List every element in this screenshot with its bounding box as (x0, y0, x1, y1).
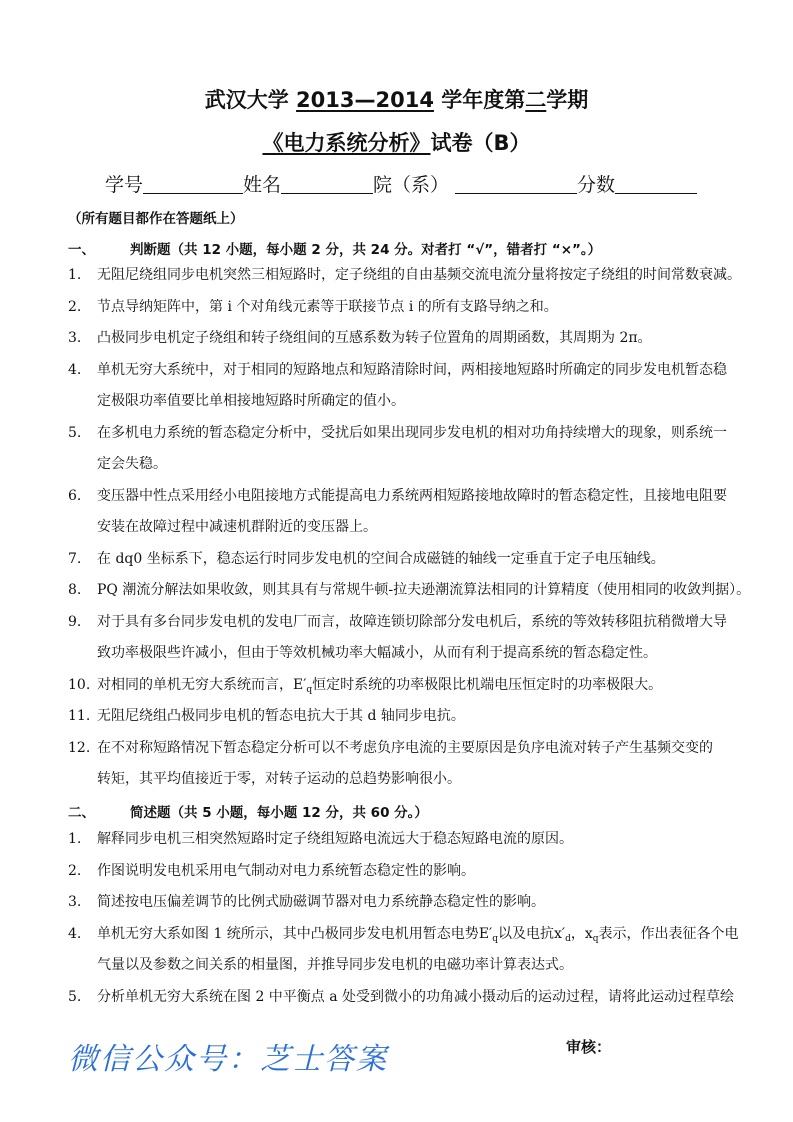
question-number: 3. (68, 330, 82, 346)
student-info-fields (105, 170, 697, 197)
question-line (68, 670, 738, 702)
section-number: 一、 (68, 242, 95, 258)
course-name: 《电力系统分析》 (262, 131, 431, 155)
question-line (68, 982, 738, 1014)
section-title: 简述题（共 5 小题，每小题 12 分，共 60 分。） (130, 805, 428, 821)
question-line (68, 701, 738, 733)
question-item (68, 824, 738, 856)
question-text: 变压器中性点采用经小电阻接地方式能提高电力系统两相短路接地故障时的暂态稳定性，且接地电阻要 (97, 487, 727, 504)
question-text: 在多机电力系统的暂态稳定分析中，受扰后如果出现同步发电机的相对功角持续增大的现象，则系统一 (97, 424, 727, 441)
question-text: 节点导纳矩阵中，第 i 个对角线元素等于联接节点 i 的所有支路导纳之和。 (97, 298, 558, 315)
title-post: 学期 (546, 88, 589, 112)
question-number: 10. (68, 676, 91, 693)
question-line (68, 449, 738, 481)
question-text: 转矩，其平均值接近于零，对转子运动的总趋势影响很小。 (97, 771, 461, 787)
question-text: 在 dq0 坐标系下，稳态运行时同步发电机的空间合成磁链的轴线一定垂直于定子电压轴线。 (97, 550, 665, 567)
student-id-label: 学号 (105, 174, 144, 196)
score-blank (615, 173, 697, 194)
name-blank (281, 173, 373, 194)
title-years: 2013—2014 (296, 88, 434, 112)
question-line (68, 355, 738, 387)
question-item (68, 733, 738, 796)
question-line (68, 323, 738, 355)
question-line (68, 575, 751, 607)
question-number: 11. (68, 708, 91, 724)
department-blank (455, 173, 577, 194)
question-text: E′ (478, 925, 493, 942)
exam-paper-label: 试卷（B） (430, 131, 531, 155)
instruction-note: （所有题目都作在答题纸上） (68, 211, 244, 227)
question-number: 5. (68, 424, 82, 441)
name-label: 姓名 (243, 174, 282, 196)
section-1-heading (68, 238, 601, 258)
question-text: 恒定时系统的功率极限比机端电压恒定时的功率极限大。 (312, 676, 663, 693)
question-line (68, 292, 738, 324)
section-title: 判断题（共 12 小题，每小题 2 分，共 24 分。对者打 “√”，错者打 “×”。） (130, 242, 602, 258)
question-text: ，x (570, 925, 593, 942)
subscript: q (592, 933, 599, 944)
question-item (68, 919, 738, 982)
question-item (68, 418, 738, 481)
subscript: d (565, 933, 571, 944)
question-item (68, 355, 738, 418)
question-number: 6. (68, 487, 82, 504)
question-item (68, 323, 738, 355)
review-label: 审核： (566, 1038, 612, 1056)
question-text: 解释同步电机三相突然短路时定子绕组短路电流远大于稳态短路电流的原因。 (97, 831, 573, 847)
question-item (68, 670, 738, 702)
exam-title (0, 84, 793, 114)
question-line (68, 418, 738, 450)
section-number: 二、 (68, 805, 95, 821)
question-item (68, 607, 738, 670)
question-text: 以及电抗 (497, 925, 554, 942)
title-mid: 学年度第 (433, 88, 526, 112)
question-text: PQ 潮流分解法如果收敛，则其具有与常规牛顿-拉夫逊潮流算法相同的计算精度（使用相同的收敛判据）。 (97, 582, 751, 598)
question-item (68, 260, 741, 292)
question-item (68, 701, 738, 733)
question-number: 1. (68, 267, 82, 283)
subscript: q (306, 684, 313, 695)
question-text: x′ (553, 925, 566, 942)
question-item (68, 292, 738, 324)
question-line (68, 638, 738, 670)
question-text: 气量以及参数之间关系的相量图，并推导同步发电机的电磁功率计算表达式。 (97, 957, 573, 973)
question-text: 凸极同步电机定子绕组和转子绕组间的互感系数为转子位置角的周期函数，其周期为 2π。 (97, 330, 652, 346)
student-id-blank (143, 173, 243, 194)
question-text: 单机无穷大系如图 1 统所示，其中凸极同步发电机用暂态电势 (97, 925, 479, 942)
question-number: 9. (68, 613, 82, 630)
question-line (68, 512, 738, 544)
question-number: 7. (68, 550, 82, 567)
question-text: 对于具有多台同步发电机的发电厂而言，故障连锁切除部分发电机后，系统的等效转移阻抗稍微增大导 (97, 613, 727, 630)
question-line (68, 544, 738, 576)
question-text: 无阻尼绕组同步电机突然三相短路时，定子绕组的自由基频交流电流分量将按定子绕组的时间常数衰减。 (97, 267, 741, 283)
question-line (68, 856, 738, 888)
question-number: 8. (68, 582, 82, 598)
question-line (68, 764, 738, 796)
question-number: 5. (68, 988, 82, 1005)
question-text: 定极限功率值要比单相接地短路时所确定的值小。 (97, 393, 405, 409)
question-line (68, 887, 738, 919)
watermark: 微信公众号：芝士答案 (68, 1042, 388, 1077)
question-item (68, 887, 738, 919)
question-number: 3. (68, 894, 82, 910)
question-line (68, 950, 738, 982)
question-text: 作图说明发电机采用电气制动对电力系统暂态稳定性的影响。 (97, 862, 475, 879)
department-label: 院（系） (373, 174, 450, 196)
question-text: 无阻尼绕组凸极同步电机的暂态电抗大于其 d 轴同步电抗。 (97, 708, 465, 724)
question-line (68, 481, 738, 513)
question-text: 安装在故障过程中减速机群附近的变压器上。 (97, 519, 377, 535)
question-line (68, 260, 741, 292)
question-item (68, 544, 738, 576)
question-item (68, 856, 738, 888)
question-text: E′ (293, 676, 307, 693)
score-label: 分数 (577, 174, 616, 196)
question-item (68, 575, 751, 607)
question-text: 在不对称短路情况下暂态稳定分析可以不考虑负序电流的主要原因是负序电流对转子产生基频交变的 (97, 739, 713, 756)
question-number: 4. (68, 925, 82, 942)
section-2-heading (68, 801, 428, 821)
question-number: 1. (68, 831, 82, 847)
question-text: 表示，作出表征各个电 (598, 925, 739, 942)
question-number: 12. (68, 739, 91, 756)
question-text: 定会失稳。 (97, 456, 167, 472)
question-line (68, 733, 738, 765)
question-number: 2. (68, 862, 82, 879)
question-line (68, 386, 738, 418)
question-text: 简述按电压偏差调节的比例式励磁调节器对电力系统静态稳定性的影响。 (97, 894, 545, 910)
subscript: q (492, 933, 498, 944)
question-text: 致功率极限些许减小，但由于等效机械功率大幅减小，从而有利于提高系统的暂态稳定性。 (97, 645, 657, 661)
title-university: 武汉大学 (204, 88, 297, 112)
question-line (68, 824, 738, 856)
question-number: 2. (68, 298, 82, 315)
question-item (68, 982, 738, 1014)
question-text: 单机无穷大系统中，对于相同的短路地点和短路清除时间，两相接地短路时所确定的同步发电机暂态稳 (97, 361, 727, 378)
question-line (68, 919, 738, 951)
question-text: 分析单机无穷大系统在图 2 中平衡点 a 处受到微小的功角减小摄动后的运动过程，请将此运动过程草绘 (97, 988, 735, 1005)
question-item (68, 481, 738, 544)
question-number: 4. (68, 361, 82, 378)
question-line (68, 607, 738, 639)
question-text: 对相同的单机无穷大系统而言， (97, 676, 293, 693)
title-term: 二 (525, 88, 547, 112)
exam-subtitle (0, 127, 793, 157)
